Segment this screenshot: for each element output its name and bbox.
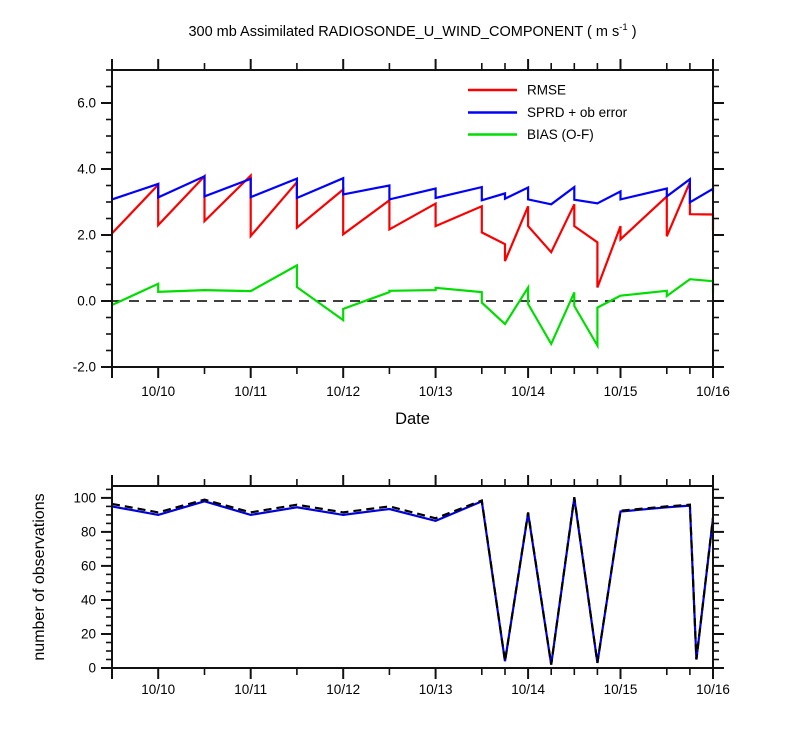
- y-tick-label: 4.0: [77, 161, 96, 177]
- y-tick-label: 60: [80, 558, 96, 574]
- y-tick-label: 100: [73, 490, 96, 506]
- y-tick-label: 40: [80, 592, 96, 608]
- y-axis-title: number of observations: [31, 493, 48, 661]
- x-tick-label: 10/11: [234, 682, 268, 697]
- y-tick-label: 20: [80, 626, 96, 642]
- legend-label: SPRD + ob error: [527, 105, 628, 120]
- x-axis-title: Date: [395, 410, 430, 428]
- series-line-number-of-observations: [112, 498, 713, 665]
- x-tick-label: 10/16: [696, 384, 730, 399]
- x-tick-label: 10/15: [603, 384, 638, 399]
- y-tick-label: 0.0: [77, 293, 96, 309]
- x-tick-label: 10/14: [511, 682, 545, 697]
- y-tick-label: 0: [88, 660, 96, 676]
- chart-title-text: 300 mb Assimilated RADIOSONDE_U_WIND_COMPONENT ( m s: [188, 24, 620, 40]
- bottom-chart-observation-count: [31, 475, 730, 697]
- x-tick-label: 10/12: [326, 384, 361, 399]
- y-tick-label: 80: [80, 524, 96, 540]
- y-tick-label: -2.0: [72, 359, 96, 375]
- axis-frame: [112, 486, 713, 668]
- chart-title-superscript: -1: [619, 22, 628, 33]
- x-tick-label: 10/15: [603, 682, 638, 697]
- x-tick-label: 10/12: [326, 682, 361, 697]
- chart-title-tail: ): [627, 24, 637, 40]
- x-tick-label: 10/10: [141, 682, 176, 697]
- legend-label: BIAS (O-F): [527, 127, 594, 142]
- series-line-number-of-observations-dashed-: [112, 497, 713, 664]
- top-chart-error-statistics: [73, 59, 730, 428]
- x-tick-label: 10/13: [418, 682, 453, 697]
- x-tick-label: 10/11: [234, 384, 268, 399]
- series-line-bias-o-f-: [112, 265, 713, 345]
- series-line-rmse: [112, 176, 713, 288]
- x-tick-label: 10/13: [418, 384, 453, 399]
- y-tick-label: 6.0: [77, 95, 96, 111]
- legend-label: RMSE: [527, 82, 567, 98]
- series-line-sprd-ob-error: [112, 176, 713, 204]
- x-tick-label: 10/14: [511, 384, 545, 399]
- x-tick-label: 10/16: [696, 682, 730, 697]
- x-tick-label: 10/10: [141, 384, 176, 399]
- y-tick-label: 2.0: [77, 227, 96, 243]
